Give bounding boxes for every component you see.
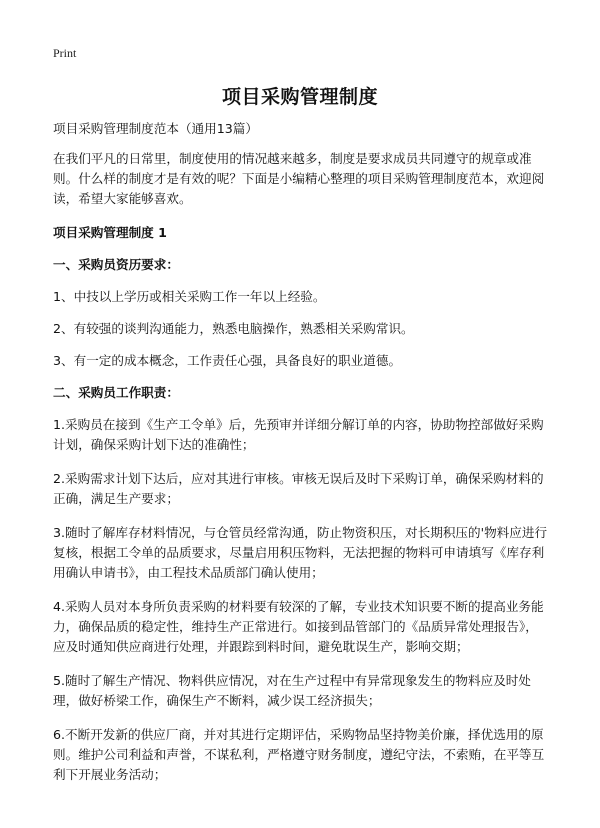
document-body [53, 119, 550, 799]
intro-paragraph: 在我们平凡的日常里，制度使用的情况越来越多，制度是要求成员共同遵守的规章或准则。什么样的制度才是有效的呢？下面是小编精心整理的项目采购管理制度范本，欢迎阅读，希望大家能够喜欢。 [53, 151, 545, 206]
duty-item: 3.随时了解库存材料情况，与仓管员经常沟通，防止物资积压，对长期积压的'物料应进行复核，根据工令单的品质要求，尽量启用积压物料，无法把握的物料可申请填写《库存利用确认申请书》，由工程技术品质部门确认使用； [53, 525, 548, 580]
section-heading-requirements: 一、采购员资历要求： [53, 257, 179, 272]
requirement-item: 3、有一定的成本概念，工作责任心强，具备良好的职业道德。 [53, 353, 402, 368]
part-heading: 项目采购管理制度 1 [53, 225, 167, 240]
section-heading-duties: 二、采购员工作职责： [53, 385, 179, 400]
requirement-item: 1、中技以上学历或相关采购工作一年以上经验。 [53, 289, 326, 304]
document-subtitle: 项目采购管理制度范本（通用13篇） [53, 121, 258, 136]
duty-item: 4.采购人员对本身所负责采购的材料要有较深的了解，专业技术知识要不断的提高业务能力，确保品质的稳定性，维持生产正常进行。如接到品管部门的《品质异常处理报告》，应及时通知供应商进行处理，并跟踪到料时间，避免耽误生产，影响交期； [53, 599, 544, 654]
duty-item: 6.不断开发新的供应厂商，并对其进行定期评估，采购物品坚持物美价廉，择优选用的原则。维护公司利益和声誉，不谋私利，严格遵守财务制度，遵纪守法，不索贿，在平等互利下开展业务活动； [53, 727, 545, 782]
requirement-item: 2、有较强的谈判沟通能力，熟悉电脑操作，熟悉相关采购常识。 [53, 321, 414, 336]
duty-item: 5.随时了解生产情况、物料供应情况，对在生产过程中有异常现象发生的物料应及时处理，做好桥梁工作，确保生产不断料，减少误工经济损失； [53, 673, 531, 708]
duty-item: 1.采购员在接到《生产工令单》后，先预审并详细分解订单的内容，协助物控部做好采购计划，确保采购计划下达的准确性； [53, 417, 544, 452]
duty-item: 2.采购需求计划下达后，应对其进行审核。审核无误后及时下采购订单，确保采购材料的正确，满足生产要求； [53, 471, 544, 506]
document-title: 项目采购管理制度 [221, 86, 378, 108]
print-link[interactable]: Print [53, 46, 77, 60]
